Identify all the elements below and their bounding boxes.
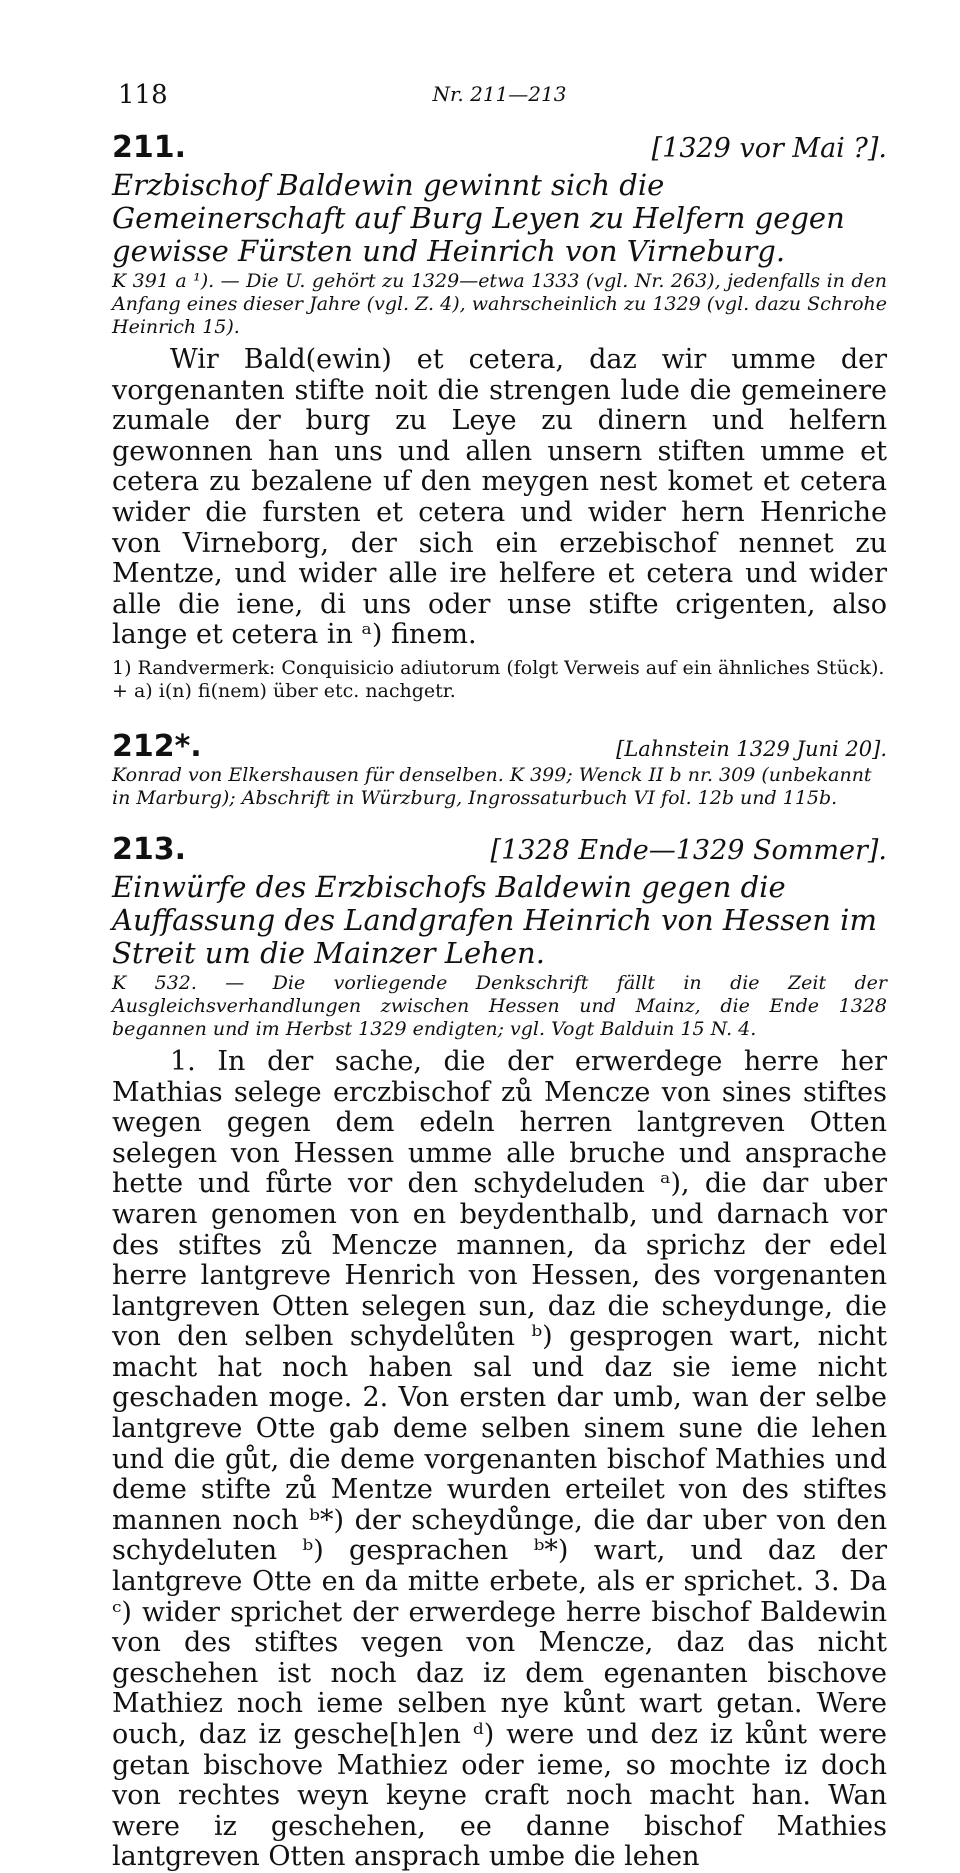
- footnote: 1) Randvermerk: Conquisicio adiutorum (folgt Verweis auf ein ähnliches Stück). + a) i(n) fi(nem) über etc. nachgetr.: [112, 656, 885, 702]
- entry-date: [1328 Ende—1329 Sommer].: [490, 834, 887, 866]
- entry-meta: K 532. — Die vorliegende Denkschrift fällt in die Zeit der Ausgleichsverhandlungen zwischen Hessen und Mainz, die Ende 1328 begannen und im Herbst 1329 endigten; vgl. Vogt Balduin 15 N. 4.: [112, 971, 887, 1040]
- entry-text: Wir Bald(ewin) et cetera, daz wir umme der vorgenanten stifte noit die strengen lude die gemeinere zumale der burg zu Leye zu dinern und helfern gewonnen han uns und allen unsern stiften umme et cetera zu bezalene uf den meygen nest komet et cetera wider die fursten et cetera und wider hern Henriche von Virneborg, der sich ein erzebischof nennet zu Mentze, und wider alle ire helfere et cetera und wider alle die iene, di uns oder unse stifte crigenten, also lange et cetera in ᵃ) finem.: [112, 344, 887, 651]
- entry-211: [112, 130, 887, 703]
- entry-heading: [112, 729, 887, 764]
- entry-text: 1. In der sache, die der erwerdege herre her Mathias selege erczbischof zů Mencze von sines stiftes wegen gegen dem edeln herren lantgreven Otten selegen von Hessen umme alle bruche und ansprache hette und fůrte vor den schydeluden ᵃ), die dar uber waren genomen von en beydenthalb, und darnach vor des stiftes zů Mencze mannen, da sprichz der edel herre lantgreve Henrich von Hessen, des vorgenanten lantgreven Otten selegen sun, daz die scheydunge, die von den selben schydelůten ᵇ) gesprogen wart, nicht macht hat noch haben sal und daz sie ieme nicht geschaden moge. 2. Von ersten dar umb, wan der selbe lantgreve Otte gab deme selben sinem sune die lehen und die gůt, die deme vorgenanten bischof Mathies und deme stifte zů Mentze wurden erteilet von des stiftes mannen noch ᵇ*) der scheydůnge, die dar uber von den schydeluten ᵇ) gesprachen ᵇ*) wart, und daz der lantgreve Otte en da mitte erbete, als er sprichet. 3. Da ᶜ) wider sprichet der erwerdege herre bischof Baldewin von des stiftes vegen von Mencze, daz das nicht geschehen ist noch daz iz dem egenanten bischove Mathiez noch ieme selben nye kůnt wart getan. Were ouch, daz iz gesche[h]en ᵈ) were und dez iz kůnt were getan bischove Mathiez oder ieme, so mochte iz doch von rechtes weyn keyne craft noch macht han. Wan were iz geschehen, ee danne bischof Mathies lantgreven Otten ansprach umbe die lehen: [112, 1045, 887, 1873]
- entry-heading: [112, 130, 887, 165]
- entry-title: Erzbischof Baldewin gewinnt sich die Gemeinerschaft auf Burg Leyen zu Helfern gegen gewisse Fürsten und Heinrich von Virneburg.: [112, 168, 845, 268]
- running-title: Nr. 211—213: [432, 82, 567, 106]
- entry-date: [1329 vor Mai ?].: [651, 133, 887, 164]
- entry-number: 212*.: [112, 728, 202, 764]
- page-header: [112, 80, 887, 120]
- entry-number: 213.: [112, 831, 187, 867]
- entry-number: 211.: [112, 130, 187, 165]
- entry-text: Konrad von Elkershausen für denselben. K 399; Wenck II b nr. 309 (unbekannt in Marburg); Abschrift in Würzburg, Ingrossaturbuch VI fol. 12b und 115b.: [112, 763, 872, 809]
- entry-213: [112, 832, 887, 1873]
- entry-212: [112, 729, 887, 810]
- entry-title: Einwürfe des Erzbischofs Baldewin gegen die Auffassung des Landgrafen Heinrich von Hessen im Streit um die Mainzer Lehen.: [112, 869, 877, 970]
- entry-meta: K 391 a ¹). — Die U. gehört zu 1329—etwa 1333 (vgl. Nr. 263), jedenfalls in den Anfang eines dieser Jahre (vgl. Z. 4), wahrscheinlich zu 1329 (vgl. dazu Schrohe Heinrich 15).: [112, 270, 887, 338]
- entry-heading: [112, 832, 887, 867]
- document-page: [112, 80, 887, 1873]
- page-number: 118: [118, 80, 168, 110]
- entry-date: [Lahnstein 1329 Juni 20].: [616, 736, 887, 761]
